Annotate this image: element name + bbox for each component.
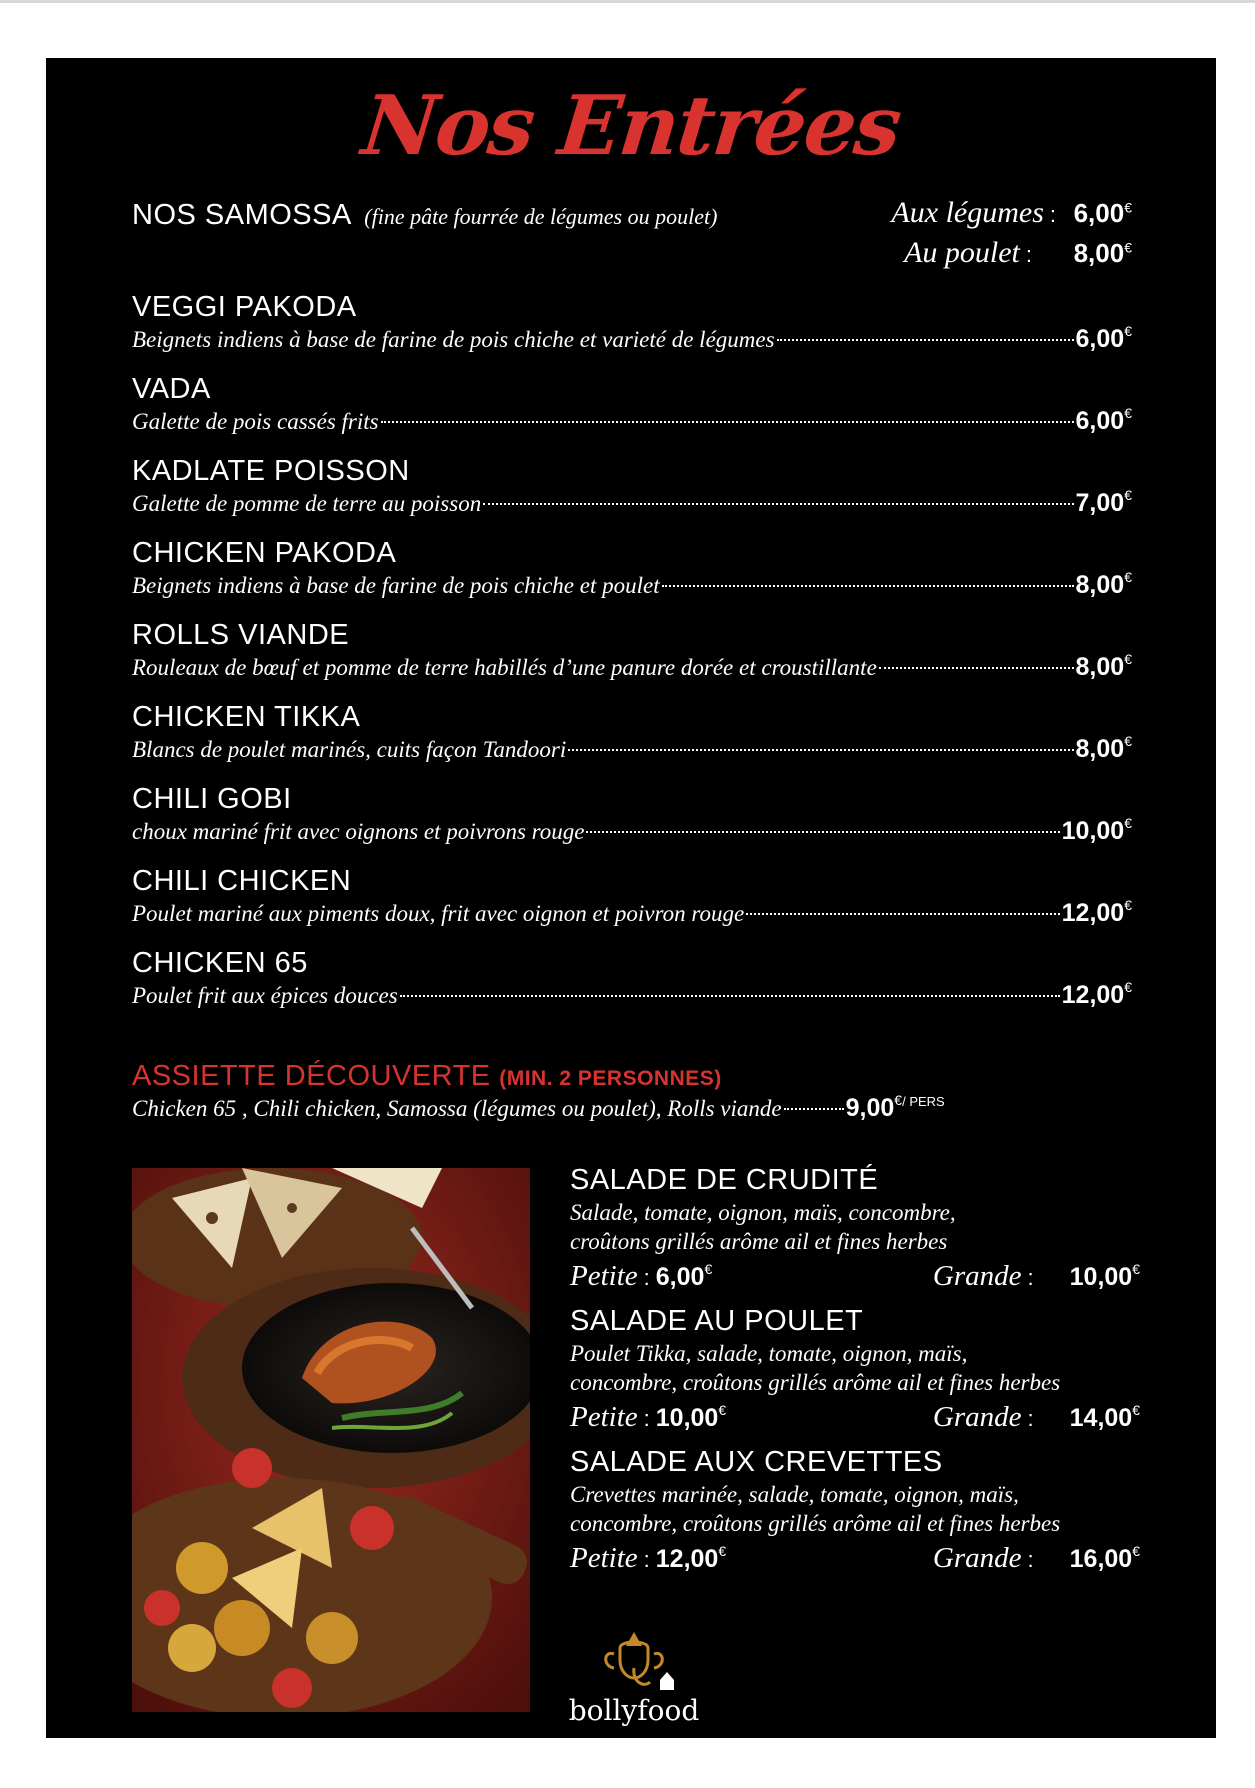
ganesha-icon bbox=[564, 1628, 704, 1698]
samossa-item bbox=[132, 198, 1172, 278]
salad-item bbox=[570, 1303, 1170, 1434]
item-name: CHICKEN 65 bbox=[132, 947, 308, 979]
assiette-line bbox=[132, 1094, 1132, 1123]
salad-desc-line: Poulet Tikka, salade, tomate, oignon, maïs, bbox=[570, 1341, 968, 1366]
salad-sizes: Petite : 10,00€ Grande : 14,00€ bbox=[570, 1401, 1140, 1433]
item-desc: Poulet mariné aux piments doux, frit avec oignon et poivron rouge bbox=[132, 901, 745, 926]
size-small-price: 10,00€ bbox=[655, 1402, 727, 1432]
logo-text: bollyfood bbox=[568, 1694, 700, 1727]
item-name: ROLLS VIANDE bbox=[132, 619, 350, 651]
menu-item bbox=[132, 700, 1172, 764]
item-price: 8,00€ bbox=[1075, 569, 1132, 599]
assiette-title: ASSIETTE DÉCOUVERTE (MIN. 2 PERSONNES) bbox=[132, 1060, 722, 1092]
size-small-price: 6,00€ bbox=[655, 1261, 713, 1291]
dot-leader bbox=[400, 995, 1060, 997]
item-name: CHILI CHICKEN bbox=[132, 865, 352, 897]
dot-leader bbox=[586, 831, 1059, 833]
salad-item bbox=[570, 1444, 1170, 1575]
item-name: VADA bbox=[132, 373, 211, 405]
item-name: KADLATE POISSON bbox=[132, 455, 410, 487]
item-name: NOS SAMOSSA bbox=[132, 199, 352, 231]
salad-item bbox=[570, 1162, 1170, 1293]
size-large-price: 10,00€ bbox=[1069, 1261, 1140, 1291]
salad-desc-line: Crevettes marinée, salade, tomate, oignon, maïs, bbox=[570, 1482, 1019, 1507]
assiette-desc: Chicken 65 , Chili chicken, Samossa (légumes ou poulet), Rolls viande bbox=[132, 1096, 782, 1121]
item-desc: Galette de pomme de terre au poisson bbox=[132, 491, 482, 516]
brand-logo bbox=[564, 1628, 704, 1728]
menu-item bbox=[132, 536, 1172, 600]
item-name: CHICKEN TIKKA bbox=[132, 701, 361, 733]
item-name: VEGGI PAKODA bbox=[132, 291, 357, 323]
size-large-price: 14,00€ bbox=[1069, 1402, 1140, 1432]
menu-item bbox=[132, 290, 1172, 354]
salads-section bbox=[570, 1162, 1170, 1585]
item-line bbox=[132, 407, 1132, 436]
dot-leader bbox=[483, 503, 1073, 505]
menu-item bbox=[132, 782, 1172, 846]
assiette-min: (MIN. 2 PERSONNES) bbox=[499, 1067, 722, 1090]
item-desc: Poulet frit aux épices douces bbox=[132, 983, 398, 1008]
menu-item bbox=[132, 864, 1172, 928]
item-name: CHICKEN PAKODA bbox=[132, 537, 397, 569]
menu-item bbox=[132, 372, 1172, 436]
dot-leader bbox=[568, 749, 1073, 751]
size-large-price: 16,00€ bbox=[1069, 1543, 1140, 1573]
size-small-price: 12,00€ bbox=[655, 1543, 727, 1573]
item-line bbox=[132, 981, 1132, 1010]
item-desc: Beignets indiens à base de farine de pois chiche et varieté de légumes bbox=[132, 327, 775, 352]
item-desc: choux mariné frit avec oignons et poivrons rouge bbox=[132, 819, 585, 844]
item-line bbox=[132, 571, 1132, 600]
dot-leader bbox=[746, 913, 1059, 915]
size-large-label: Grande bbox=[932, 1260, 1022, 1292]
item-price: 8,00€ bbox=[1075, 651, 1132, 681]
assiette-decouverte bbox=[132, 1060, 1172, 1123]
salad-name: SALADE AUX CREVETTES bbox=[570, 1446, 943, 1478]
menu-item bbox=[132, 946, 1172, 1010]
item-price: 6,00€ bbox=[1075, 323, 1132, 353]
item-price: 12,00€ bbox=[1061, 897, 1132, 927]
salad-desc-line: concombre, croûtons grillés arôme ail et fines herbes bbox=[570, 1511, 1061, 1536]
page-title: Nos Entrées bbox=[357, 78, 905, 174]
size-small-label: Petite bbox=[570, 1260, 638, 1292]
salad-name: SALADE DE CRUDITÉ bbox=[570, 1164, 879, 1196]
item-price: 8,00€ bbox=[1075, 733, 1132, 763]
item-desc: Rouleaux de bœuf et pomme de terre habillés d’une panure dorée et croustillante bbox=[132, 655, 877, 680]
menu-item bbox=[132, 618, 1172, 682]
item-price: 10,00€ bbox=[1061, 815, 1132, 845]
dot-leader bbox=[879, 667, 1074, 669]
size-small-label: Petite bbox=[570, 1401, 638, 1433]
size-large-label: Grande bbox=[932, 1401, 1022, 1433]
size-large-label: Grande bbox=[932, 1542, 1022, 1574]
item-desc: Blancs de poulet marinés, cuits façon Tandoori bbox=[132, 737, 567, 762]
item-desc: Beignets indiens à base de farine de pois chiche et poulet bbox=[132, 573, 660, 598]
item-line bbox=[132, 735, 1132, 764]
salad-desc-line: Salade, tomate, oignon, maïs, concombre, bbox=[570, 1200, 956, 1225]
item-line bbox=[132, 653, 1132, 682]
item-line bbox=[132, 325, 1132, 354]
item-price: 6,00€ bbox=[1075, 405, 1132, 435]
samossa-option-vegetable: Aux légumes : 6,00€ bbox=[891, 196, 1132, 229]
item-price: 12,00€ bbox=[1061, 979, 1132, 1009]
menu-item bbox=[132, 454, 1172, 518]
item-line bbox=[132, 489, 1132, 518]
dot-leader bbox=[381, 421, 1074, 423]
salad-sizes: Petite : 12,00€ Grande : 16,00€ bbox=[570, 1542, 1140, 1574]
samossa-option-chicken: Au poulet : 8,00€ bbox=[904, 236, 1132, 269]
assiette-price: $9,00^{€/ PERS}$ bbox=[845, 1092, 945, 1122]
item-line bbox=[132, 899, 1132, 928]
dot-leader bbox=[784, 1108, 844, 1110]
salad-desc-line: croûtons grillés arôme ail et fines herbes bbox=[570, 1229, 948, 1254]
salad-sizes: Petite : 6,00€ Grande : 10,00€ bbox=[570, 1260, 1140, 1292]
item-line bbox=[132, 817, 1132, 846]
item-desc: Galette de pois cassés frits bbox=[132, 409, 379, 434]
item-note: (fine pâte fourrée de légumes ou poulet) bbox=[364, 204, 718, 229]
salad-desc-line: concombre, croûtons grillés arôme ail et fines herbes bbox=[570, 1370, 1061, 1395]
salad-name: SALADE AU POULET bbox=[570, 1305, 864, 1337]
top-divider bbox=[0, 0, 1255, 3]
size-small-label: Petite bbox=[570, 1542, 638, 1574]
item-name: CHILI GOBI bbox=[132, 783, 292, 815]
menu-panel bbox=[46, 58, 1216, 1738]
dot-leader bbox=[777, 339, 1074, 341]
food-photo bbox=[132, 1168, 530, 1712]
dot-leader bbox=[662, 585, 1074, 587]
item-price: 7,00€ bbox=[1075, 487, 1132, 517]
